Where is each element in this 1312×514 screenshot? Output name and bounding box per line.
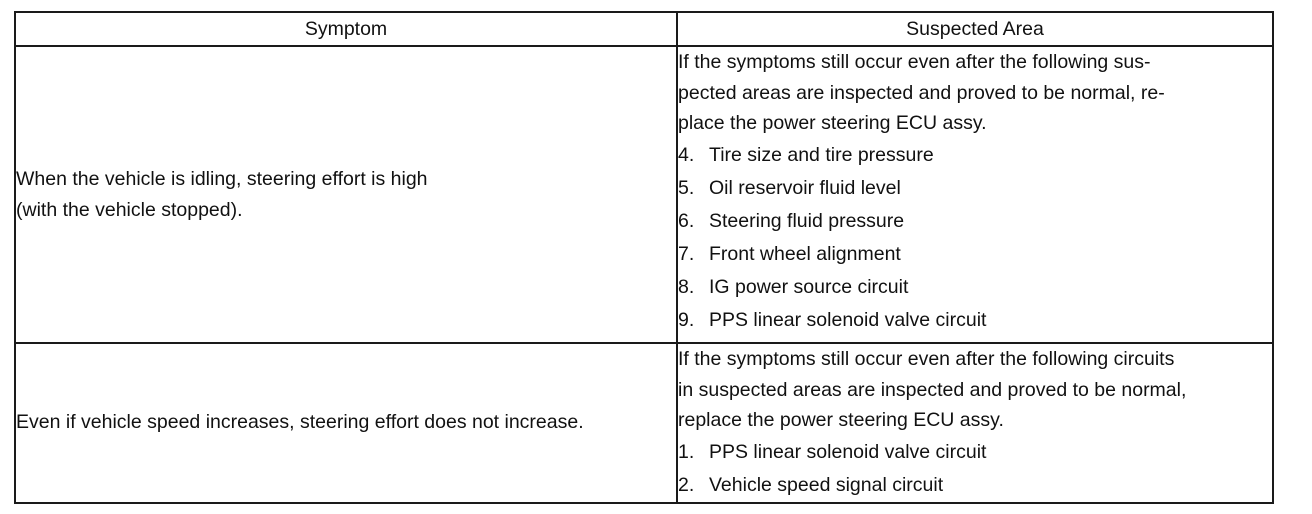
list-item-number: 4.	[678, 143, 695, 166]
symptom-text-line: When the vehicle is idling, steering effort is high	[16, 167, 428, 190]
suspected-area-cell	[677, 343, 1273, 503]
list-item	[678, 436, 1272, 469]
symptom-cell	[15, 46, 677, 343]
table-row	[15, 343, 1273, 503]
header-row	[15, 12, 1273, 46]
header-suspected-area: Suspected Area	[677, 12, 1273, 46]
suspected-area-cell	[677, 46, 1273, 343]
suspected-area-list	[678, 436, 1272, 502]
intro-text-line: replace the power steering ECU assy.	[678, 409, 1004, 431]
list-item	[678, 271, 1272, 304]
suspected-area-list	[678, 139, 1272, 337]
symptom-cell	[15, 343, 677, 503]
list-item	[678, 139, 1272, 172]
list-item-number: 8.	[678, 275, 695, 298]
list-item-text: Front wheel alignment	[709, 242, 901, 265]
list-item-text: Steering fluid pressure	[709, 209, 905, 232]
list-item-text: Oil reservoir fluid level	[709, 176, 901, 199]
list-item-text: IG power source circuit	[709, 275, 909, 298]
list-item	[678, 304, 1272, 337]
list-item-text: PPS linear solenoid valve circuit	[709, 440, 987, 463]
list-item-number: 1.	[678, 440, 695, 463]
list-item-number: 7.	[678, 242, 695, 265]
intro-text-line: in suspected areas are inspected and proved to be normal,	[678, 378, 1187, 401]
intro-text-line: place the power steering ECU assy.	[678, 112, 987, 134]
list-item-text: Tire size and tire pressure	[709, 143, 934, 166]
header-symptom: Symptom	[15, 12, 677, 46]
list-item	[678, 172, 1272, 205]
table-row	[15, 46, 1273, 343]
list-item	[678, 238, 1272, 271]
list-item-number: 2.	[678, 473, 695, 496]
intro-text-line: If the symptoms still occur even after the following circuits	[678, 348, 1175, 370]
intro-text-line: pected areas are inspected and proved to be normal, re-	[678, 81, 1165, 104]
list-item-text: PPS linear solenoid valve circuit	[709, 308, 987, 331]
list-item-number: 5.	[678, 176, 695, 199]
list-item	[678, 469, 1272, 502]
list-item-text: Vehicle speed signal circuit	[709, 473, 944, 496]
symptom-text-line: (with the vehicle stopped).	[16, 198, 243, 221]
list-item-number: 6.	[678, 209, 695, 232]
list-item-number: 9.	[678, 308, 695, 331]
intro-text-line: If the symptoms still occur even after the following sus-	[678, 51, 1151, 73]
symptom-table	[14, 11, 1274, 504]
symptom-text-line: Even if vehicle speed increases, steering effort does not increase.	[16, 411, 584, 434]
list-item	[678, 205, 1272, 238]
